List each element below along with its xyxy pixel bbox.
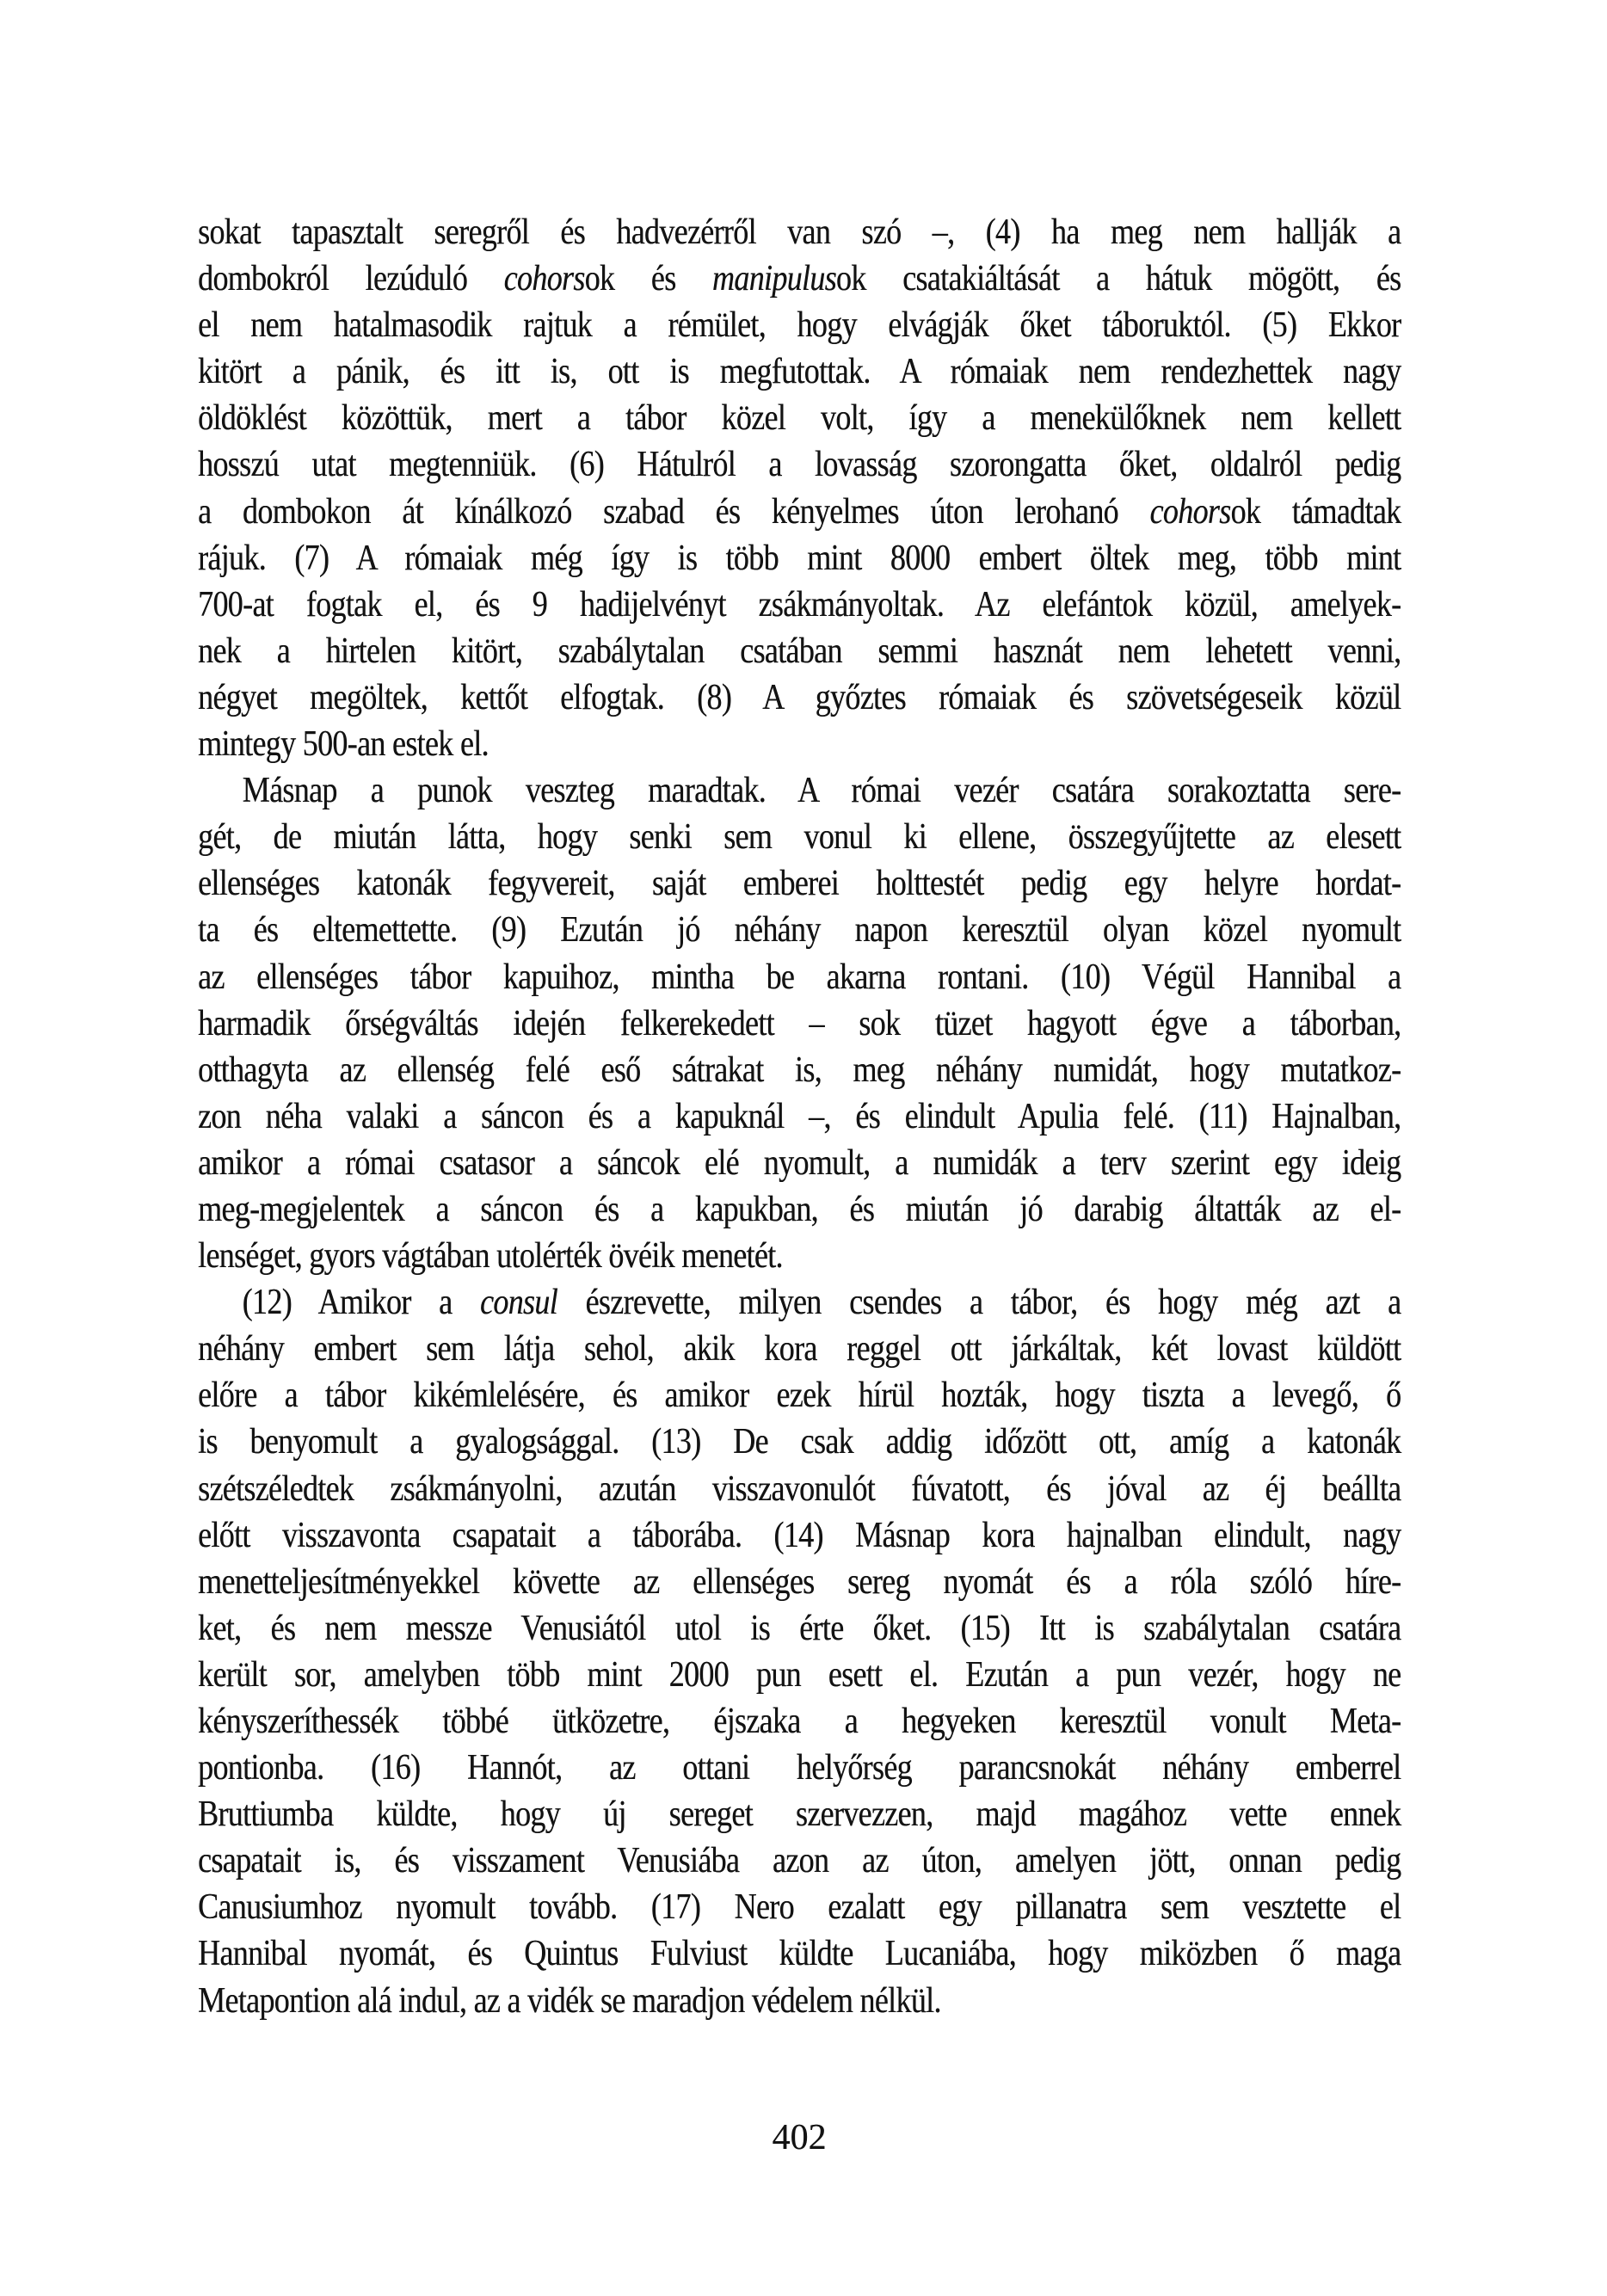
text-line: a dombokon át kínálkozó szabad és kényelmes úton lerohanó cohorsok támadtak bbox=[198, 491, 1401, 532]
text-line: meg-megjelentek a sáncon és a kapukban, és miután jó darabig áltatták az el- bbox=[198, 1189, 1401, 1229]
text-line: 700-at fogtak el, és 9 hadijelvényt zsákmányoltak. Az elefántok közül, amelyek- bbox=[198, 584, 1401, 625]
text-line: előre a tábor kikémlelésére, és amikor ezek hírül hozták, hogy tiszta a levegő, ő bbox=[198, 1376, 1401, 1416]
text-line: Másnap a punok veszteg maradtak. A római vezér csatára sorakoztatta sere- bbox=[242, 771, 1401, 811]
text-line: csapatait is, és visszament Venusiába azon az úton, amelyen jött, onnan pedig bbox=[198, 1841, 1401, 1881]
page-number: 402 bbox=[772, 2118, 827, 2158]
body-text bbox=[198, 209, 1401, 2024]
text-line: zon néha valaki a sáncon és a kapuknál –, és elindult Apulia felé. (11) Hajnalban, bbox=[198, 1096, 1401, 1136]
text-line: Canusiumhoz nyomult tovább. (17) Nero ezalatt egy pillanatra sem vesztette el bbox=[198, 1887, 1401, 1928]
text-line: menetteljesítményekkel követte az ellenséges sereg nyomát és a róla szóló híre- bbox=[198, 1561, 1401, 1602]
latin-term-italic: cohors bbox=[503, 259, 585, 299]
text-line: mintegy 500-an estek el. bbox=[198, 724, 489, 765]
latin-term-italic: consul bbox=[479, 1283, 557, 1323]
text-line: harmadik őrségváltás idején felkerekedett – sok tüzet hagyott égve a táborban, bbox=[198, 1003, 1401, 1043]
text-line: otthagyta az ellenség felé eső sátrakat is, meg néhány numidát, hogy mutatkoz- bbox=[198, 1050, 1401, 1090]
text-line: néhány embert sem látja sehol, akik kora reggel ott járkáltak, két lovast küldött bbox=[198, 1329, 1401, 1370]
text-line: pontionba. (16) Hannót, az ottani helyőrség parancsnokát néhány emberrel bbox=[198, 1748, 1401, 1788]
text-line: amikor a római csatasor a sáncok elé nyomult, a numidák a terv szerint egy ideig bbox=[198, 1142, 1401, 1183]
text-line: előtt visszavonta csapatait a táborába. (14) Másnap kora hajnalban elindult, nagy bbox=[198, 1515, 1401, 1555]
text-line: került sor, amelyben több mint 2000 pun esett el. Ezután a pun vezér, hogy ne bbox=[198, 1654, 1401, 1695]
text-line: ellenséges katonák fegyvereit, saját emberei holttestét pedig egy helyre hordat- bbox=[198, 864, 1401, 904]
text-line: ket, és nem messze Venusiától utol is érte őket. (15) Itt is szabálytalan csatára bbox=[198, 1608, 1401, 1648]
latin-term-italic: cohors bbox=[1149, 491, 1231, 532]
text-line: négyet megöltek, kettőt elfogtak. (8) A győztes rómaiak és szövetségeseik közül bbox=[198, 677, 1401, 717]
text-line: öldöklést közöttük, mert a tábor közel volt, így a menekülőknek nem kellett bbox=[198, 398, 1401, 439]
text-line: kitört a pánik, és itt is, ott is megfutottak. A rómaiak nem rendezhettek nagy bbox=[198, 352, 1401, 392]
text-line: az ellenséges tábor kapuihoz, mintha be akarna rontani. (10) Végül Hannibal a bbox=[198, 957, 1401, 997]
text-line: Bruttiumba küldte, hogy új sereget szervezzen, majd magához vette ennek bbox=[198, 1794, 1401, 1835]
text-line: hosszú utat megtenniük. (6) Hátulról a lovasság szorongatta őket, oldalról pedig bbox=[198, 445, 1401, 485]
text-line: el nem hatalmasodik rajtuk a rémület, hogy elvágják őket táboruktól. (5) Ekkor bbox=[198, 305, 1401, 346]
text-line: (12) Amikor a consul észrevette, milyen csendes a tábor, és hogy még azt a bbox=[242, 1283, 1401, 1323]
text-line: Metapontion alá indul, az a vidék se maradjon védelem nélkül. bbox=[198, 1980, 941, 2021]
text-line: szétszéledtek zsákmányolni, azután visszavonulót fúvatott, és jóval az éj beállta bbox=[198, 1468, 1401, 1509]
text-line: kényszeríthessék többé ütközetre, éjszaka a hegyeken keresztül vonult Meta- bbox=[198, 1702, 1401, 1741]
text-line: ta és eltemettette. (9) Ezután jó néhány napon keresztül olyan közel nyomult bbox=[198, 910, 1401, 951]
text-line: nek a hirtelen kitört, szabálytalan csatában semmi hasznát nem lehetett venni, bbox=[198, 631, 1401, 671]
text-line: Hannibal nyomát, és Quintus Fulviust küldte Lucaniába, hogy miközben ő maga bbox=[198, 1934, 1401, 1974]
latin-term-italic: manipulus bbox=[711, 259, 836, 299]
text-line: lenséget, gyors vágtában utolérték övéik menetét. bbox=[198, 1236, 783, 1277]
text-line: sokat tapasztalt seregről és hadvezérről van szó –, (4) ha meg nem hallják a bbox=[198, 212, 1401, 252]
text-line: rájuk. (7) A rómaiak még így is több mint 8000 embert öltek meg, több mint bbox=[198, 538, 1401, 578]
text-line: dombokról lezúduló cohorsok és manipulusok csatakiáltását a hátuk mögött, és bbox=[198, 259, 1401, 299]
text-line: gét, de miután látta, hogy senki sem vonul ki ellene, összegyűjtette az elesett bbox=[198, 817, 1401, 858]
text-line: is benyomult a gyalogsággal. (13) De csak addig időzött ott, amíg a katonák bbox=[198, 1422, 1401, 1462]
